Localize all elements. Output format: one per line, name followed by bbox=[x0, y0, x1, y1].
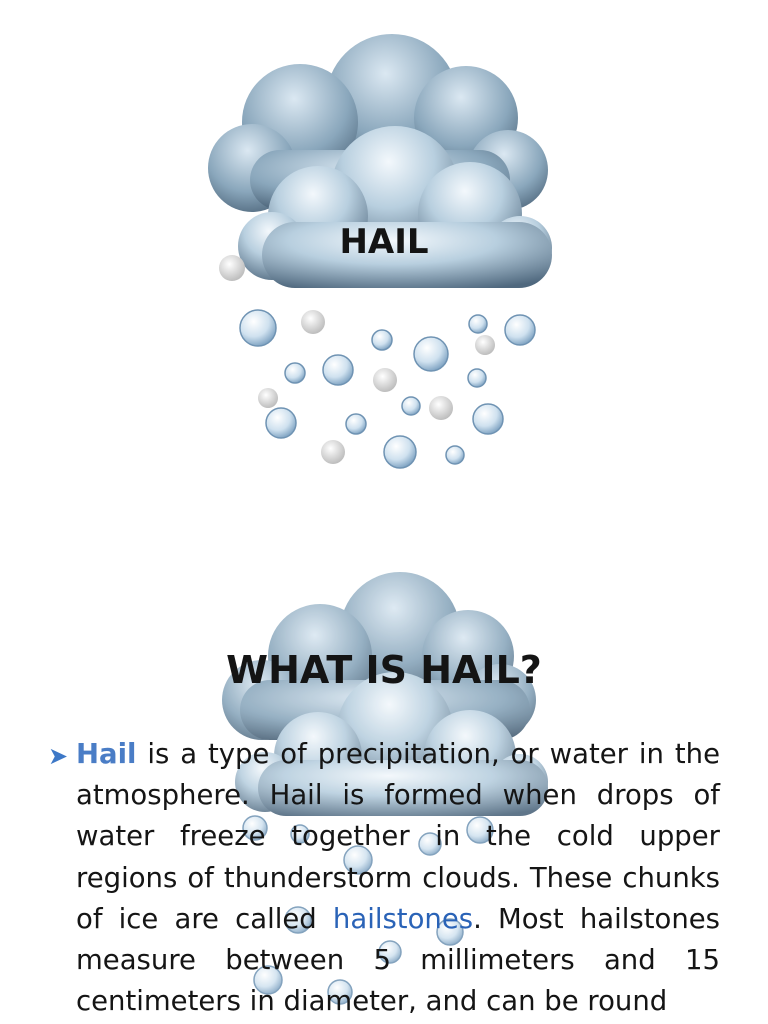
hailstone-icon bbox=[240, 310, 276, 346]
paragraph-text: is a type of precipitation, or water in the atmosphere. Hail is formed when drops of water freeze together in the cold upper regions of thunderstorm clouds. These chunks of ice are called bbox=[76, 738, 720, 935]
slide-title: WHAT IS HAIL? bbox=[226, 648, 542, 692]
hailstone-icon bbox=[372, 330, 392, 350]
hailstone-icon bbox=[473, 404, 503, 434]
content-slide bbox=[0, 560, 768, 1024]
hailstone-icon bbox=[373, 368, 397, 392]
slide-title: HAIL bbox=[339, 222, 429, 262]
arrow-bullet-icon: ➤ bbox=[48, 742, 69, 770]
term-hail: Hail bbox=[76, 738, 137, 770]
term-hailstones: hailstones bbox=[332, 902, 474, 935]
hailstone-icon bbox=[346, 414, 366, 434]
hailstone-icon bbox=[301, 310, 325, 334]
hailstone-icon bbox=[475, 335, 495, 355]
hailstone-icon bbox=[323, 355, 353, 385]
hailstone-icon bbox=[446, 446, 464, 464]
hailstone-icon bbox=[469, 315, 487, 333]
hailstone-icon bbox=[384, 436, 416, 468]
hailstone-icon bbox=[468, 369, 486, 387]
hailstone-icon bbox=[402, 397, 420, 415]
hailstone-icon bbox=[266, 408, 296, 438]
hailstone-icon bbox=[429, 396, 453, 420]
paragraph-text: . Most hailstones measure between 5 millimeters and 15 centimeters in diameter, and can be round bbox=[76, 902, 720, 1018]
hailstone-icon bbox=[285, 363, 305, 383]
hailstone-icon bbox=[505, 315, 535, 345]
definition-paragraph bbox=[48, 734, 720, 1022]
hailstone-icon bbox=[414, 337, 448, 371]
hailstone-icon bbox=[258, 388, 278, 408]
hailstone-icon bbox=[321, 440, 345, 464]
